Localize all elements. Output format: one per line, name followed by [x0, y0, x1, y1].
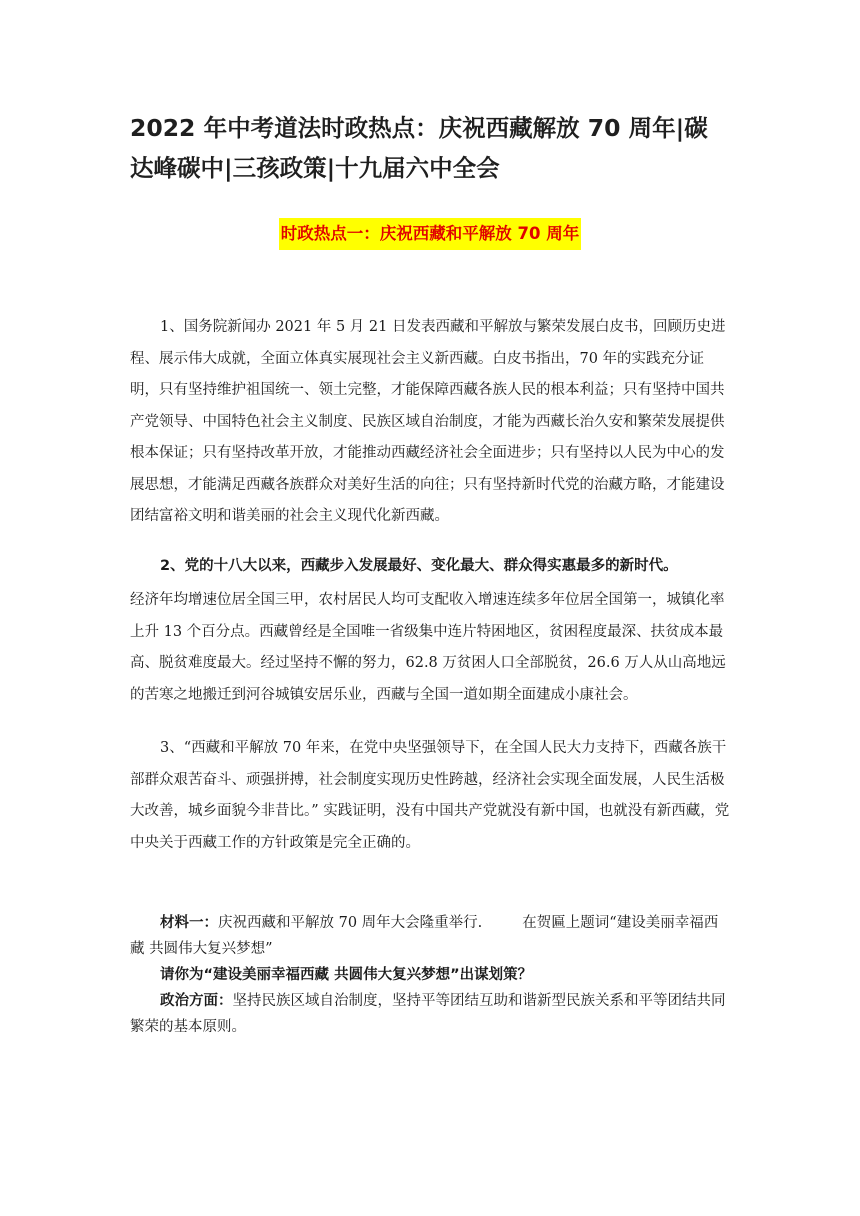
- question-paragraph: [130, 962, 732, 988]
- paragraph-3: 经济年均增速位居全国三甲，农村居民人均可支配收入增速连续多年位居全国第一，城镇化率上升 13 个百分点。西藏曾经是全国唯一省级集中连片特困地区，贫困程度最深、扶贫成本最高、脱贫难度最大。经过坚持不懈的努力，62.8 万贫困人口全部脱贫，26.6 万人从山高地远的苦寒之地搬迁到河谷城镇安居乐业，西藏与全国一道如期全面建成小康社会。: [130, 592, 726, 703]
- paragraph-2: [130, 552, 732, 581]
- material-label: 材料一：: [160, 915, 218, 931]
- paragraph-1: [130, 312, 732, 533]
- politics-label: 政治方面：: [160, 993, 233, 1009]
- question-text: 请你为“建设美丽幸福西藏 共圆伟大复兴梦想”出谋划策？: [160, 967, 533, 983]
- section-heading-wrap: [0, 218, 860, 250]
- material-paragraph: [130, 910, 732, 962]
- paragraph-4-text: 3、“西藏和平解放 70 年来，在党中央坚强领导下，在全国人民大力支持下，西藏各族干部群众艰苦奋斗、顽强拼搏，社会制度实现历史性跨越，经济社会实现全面发展，人民生活极大改善，城乡面貌今非昔比。” 实践证明，没有中国共产党就没有新中国，也就没有新西藏，党中央关于西藏工作的方针政策是完全正确的。: [130, 740, 730, 851]
- politics-text: 坚持民族区域自治制度，坚持平等团结互助和谐新型民族关系和平等团结共同繁荣的基本原则。: [130, 993, 726, 1035]
- material-text-b: 在贺匾上题词“建设美丽幸福西藏 共圆伟大复兴梦想”: [130, 915, 719, 957]
- paragraph-4: [130, 733, 732, 859]
- politics-paragraph: [130, 988, 732, 1040]
- paragraph-2-text: 2、党的十八大以来，西藏步入发展最好、变化最大、群众得实惠最多的新时代。: [160, 558, 678, 574]
- material-text-a: 庆祝西藏和平解放 70 周年大会隆重举行.: [218, 915, 483, 931]
- document-title: 2022 年中考道法时政热点：庆祝西藏解放 70 周年|碳达峰碳中|三孩政策|十九届六中全会: [130, 114, 708, 182]
- section-heading: 时政热点一：庆祝西藏和平解放 70 周年: [279, 218, 581, 250]
- paragraph-1-text: 1、国务院新闻办 2021 年 5 月 21 日发表西藏和平解放与繁荣发展白皮书，回顾历史进程、展示伟大成就，全面立体真实展现社会主义新西藏。白皮书指出，70 年的实践充分证明，只有坚持维护祖国统一、领土完整，才能保障西藏各族人民的根本利益；只有坚持中国共产党领导、中国特色社会主义制度、民族区域自治制度，才能为西藏长治久安和繁荣发展提供根本保证；只有坚持改革开放，才能推动西藏经济社会全面进步；只有坚持以人民为中心的发展思想，才能满足西藏各族群众对美好生活的向往；只有坚持新时代党的治藏方略，才能建设团结富裕文明和谐美丽的社会主义现代化新西藏。: [130, 319, 726, 524]
